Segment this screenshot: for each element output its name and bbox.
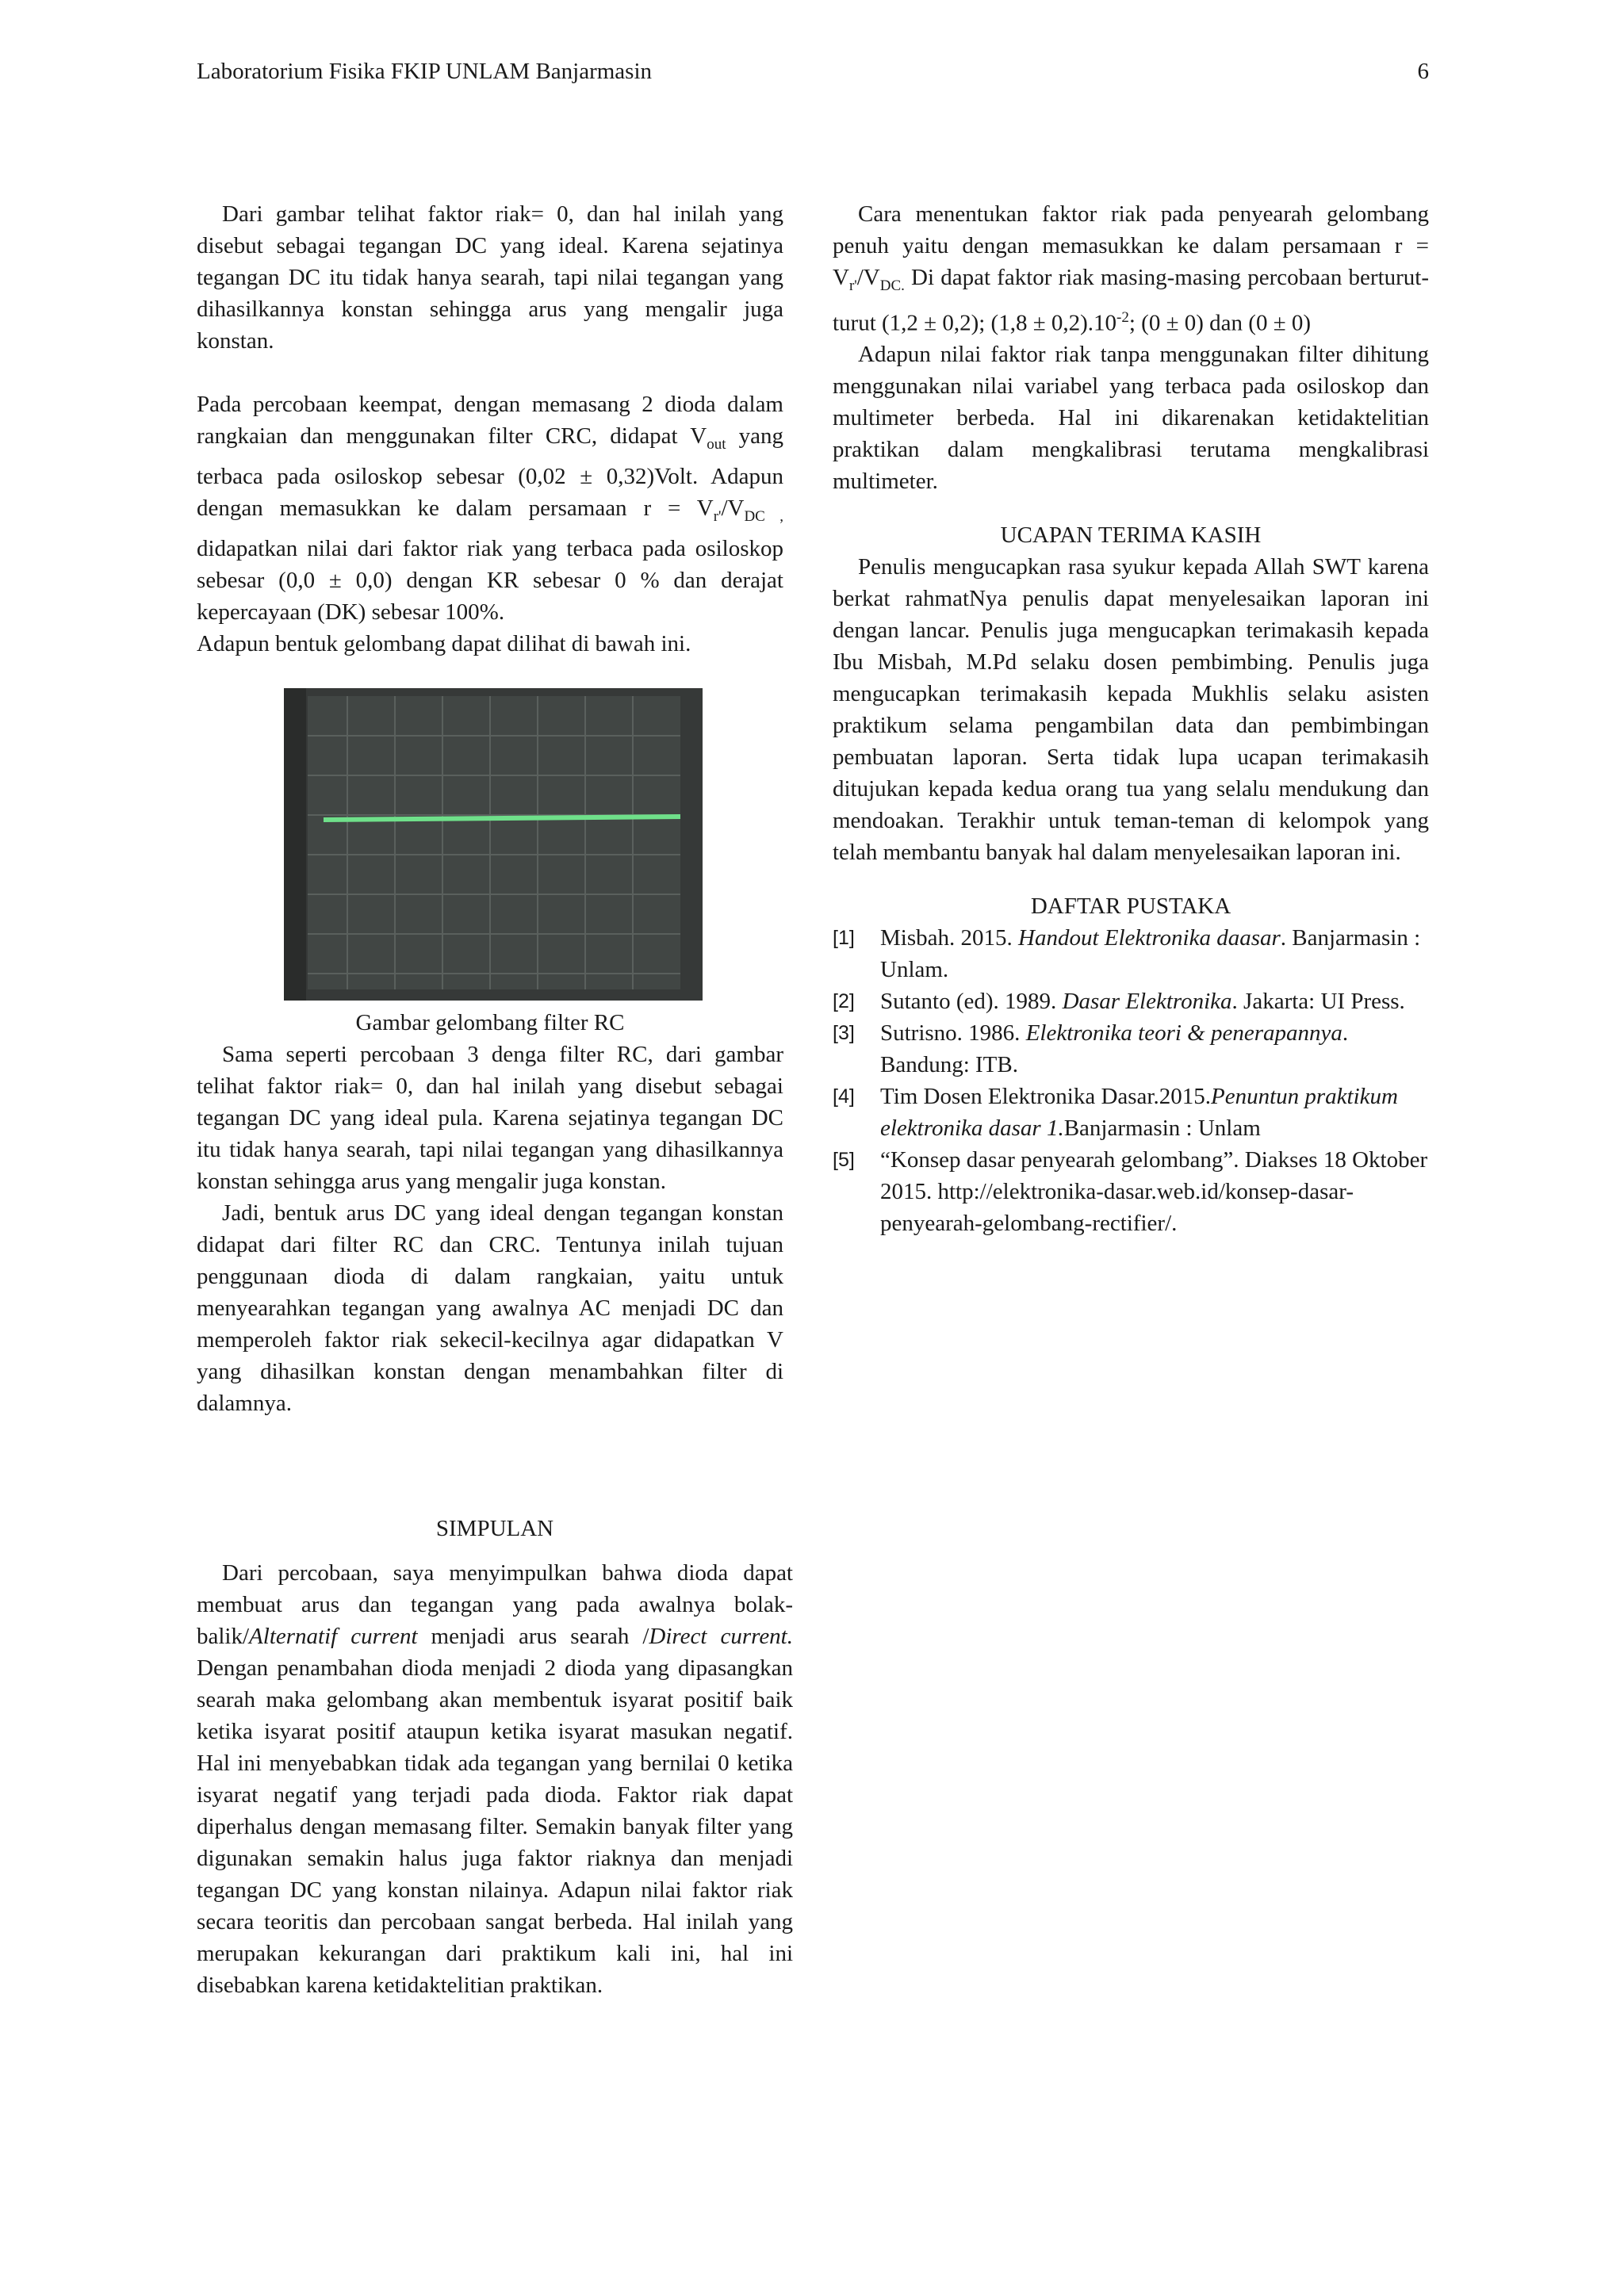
reference-number: [2] <box>833 990 855 1013</box>
oscilloscope-photo <box>284 688 703 1001</box>
reference-text: “Konsep dasar penyearah gelombang”. Diakses 18 Oktober 2015. http://elektronika-dasar.web.id/konsep-dasar-penyearah-gelombang-rectifier/. <box>880 1147 1428 1237</box>
oscilloscope-screen-graphic <box>284 688 703 1001</box>
section-heading: UCAPAN TERIMA KASIH <box>1000 522 1262 549</box>
reference-text: Sutanto (ed). 1989. Dasar Elektronika. Jakarta: UI Press. <box>880 989 1405 1015</box>
reference-number: [5] <box>833 1149 855 1172</box>
reference-item <box>833 1144 1429 1239</box>
paragraph: Jadi, bentuk arus DC yang ideal dengan tegangan konstan didapat dari filter RC dan CRC. Tentunya inilah tujuan penggunaan dioda di dalam rangkaian, yaitu untuk menyearahkan tegangan yang awalnya AC menjadi DC dan memperoleh faktor riak sekecil-kecilnya agar didapatkan V yang dihasilkan konstan dengan menambahkan filter di dalamnya. <box>197 1200 783 1416</box>
paragraph: Cara menentukan faktor riak pada penyearah gelombang penuh yaitu dengan memasukkan ke dalam persamaan $r = V_{r'}/V_{DC.}$ Di dapat faktor riak masing-masing percobaan berturut-turut (1,2 ± 0,2); $(1,8 \pm 0,2).10^{-2}$; (0 ± 0) dan (0 ± 0) <box>833 201 1429 336</box>
reference-item <box>833 1017 1429 1081</box>
reference-number: [3] <box>833 1022 855 1045</box>
paragraph: Sama seperti percobaan 3 denga filter RC, dari gambar telihat faktor riak= 0, dan hal inilah yang disebut sebagai tegangan DC yang ideal pula. Karena sejatinya tegangan DC itu tidak hanya searah, tapi nilai tegangan yang dihasilkannya konstan sehingga arus yang mengalir juga konstan. <box>197 1041 783 1194</box>
reference-text: Sutrisno. 1986. Elektronika teori & penerapannya. Bandung: ITB. <box>880 1020 1349 1078</box>
page-number: 6 <box>1417 59 1429 84</box>
paragraph: Pada percobaan keempat, dengan memasang 2 dioda dalam rangkaian dan menggunakan filter CRC, didapat $V_{out}$ yang terbaca pada osiloskop sebesar (0,02 ± 0,32)Volt. Adapun dengan memasukkan ke dalam persamaan $r = V_{r'}/V_{DC ,}$ didapatkan nilai dari faktor riak yang terbaca pada osiloskop sebesar (0,0 ± 0,0) dengan KR sebesar 0 % dan derajat kepercayaan (DK) sebesar 100%. <box>197 392 783 625</box>
reference-number: [4] <box>833 1085 855 1108</box>
reference-list <box>833 922 1429 1239</box>
header-title: Laboratorium Fisika FKIP UNLAM Banjarmasin <box>197 59 653 84</box>
reference-item <box>833 922 1429 985</box>
reference-item <box>833 1081 1429 1144</box>
waveform-trace <box>324 817 680 820</box>
conclusion-section <box>197 1513 793 2001</box>
right-column <box>833 198 1429 1239</box>
paragraph: Dari gambar telihat faktor riak= 0, dan hal inilah yang disebut sebagai tegangan DC yang ideal. Karena sejatinya tegangan DC itu tidak hanya searah, tapi nilai tegangan yang dihasilkannya konstan sehingga arus yang mengalir juga konstan. <box>197 201 783 354</box>
section-heading: DAFTAR PUSTAKA <box>1030 894 1231 920</box>
figure-caption: Gambar gelombang filter RC <box>355 1009 625 1035</box>
reference-text: Misbah. 2015. Handout Elektronika daasar. Banjarmasin : Unlam. <box>880 925 1421 983</box>
reference-number: [1] <box>833 927 855 950</box>
section-heading: SIMPULAN <box>435 1516 554 1541</box>
paragraph: Adapun nilai faktor riak tanpa menggunakan filter dihitung menggunakan nilai variabel yang terbaca pada osiloskop dan multimeter berbeda. Hal ini dikarenakan ketidaktelitian praktikan dalam mengkalibrasi terutama mengkalibrasi multimeter. <box>833 342 1429 495</box>
paragraph: Penulis mengucapkan rasa syukur kepada Allah SWT karena berkat rahmatNya penulis dapat menyelesaikan laporan ini dengan lancar. Penulis juga mengucapkan terimakasih kepada Ibu Misbah, M.Pd selaku dosen pembimbing. Penulis juga mengucapkan terimakasih kepada Mukhlis selaku asisten praktikum selama pengambilan data dan pembimbingan pembuatan laporan. Serta tidak lupa ucapan terimakasih ditujukan kepada kedua orang tua yang selalu mendukung dan mendoakan. Terakhir untuk teman-teman di kelompok yang telah membantu banyak hal dalam menyelesaikan laporan ini. <box>833 554 1429 866</box>
left-column <box>197 198 783 1419</box>
reference-item <box>833 985 1429 1017</box>
paragraph: Adapun bentuk gelombang dapat dilihat di bawah ini. <box>197 630 691 656</box>
reference-text: Tim Dosen Elektronika Dasar.2015.Penuntun praktikum elektronika dasar 1.Banjarmasin : Unlam <box>880 1084 1398 1142</box>
paragraph: Dari percobaan, saya menyimpulkan bahwa dioda dapat membuat arus dan tegangan yang pada awalnya bolak-balik/Alternatif current menjadi arus searah /Direct current. Dengan penambahan dioda menjadi 2 dioda yang dipasangkan searah maka gelombang akan membentuk isyarat positif baik ketika isyarat positif ataupun ketika isyarat masukan negatif. Hal ini menyebabkan tidak ada tegangan yang bernilai 0 ketika isyarat negatif yang terjadi pada dioda. Faktor riak dapat diperhalus dengan memasang filter. Semakin banyak filter yang digunakan semakin halus juga faktor riaknya dan menjadi tegangan DC yang konstan nilainya. Adapun nilai faktor riak secara teoritis dan percobaan sangat berbeda. Hal inilah yang merupakan kekurangan dari praktikum kali ini, hal ini disebabkan karena ketidaktelitian praktikan. <box>197 1560 793 1998</box>
